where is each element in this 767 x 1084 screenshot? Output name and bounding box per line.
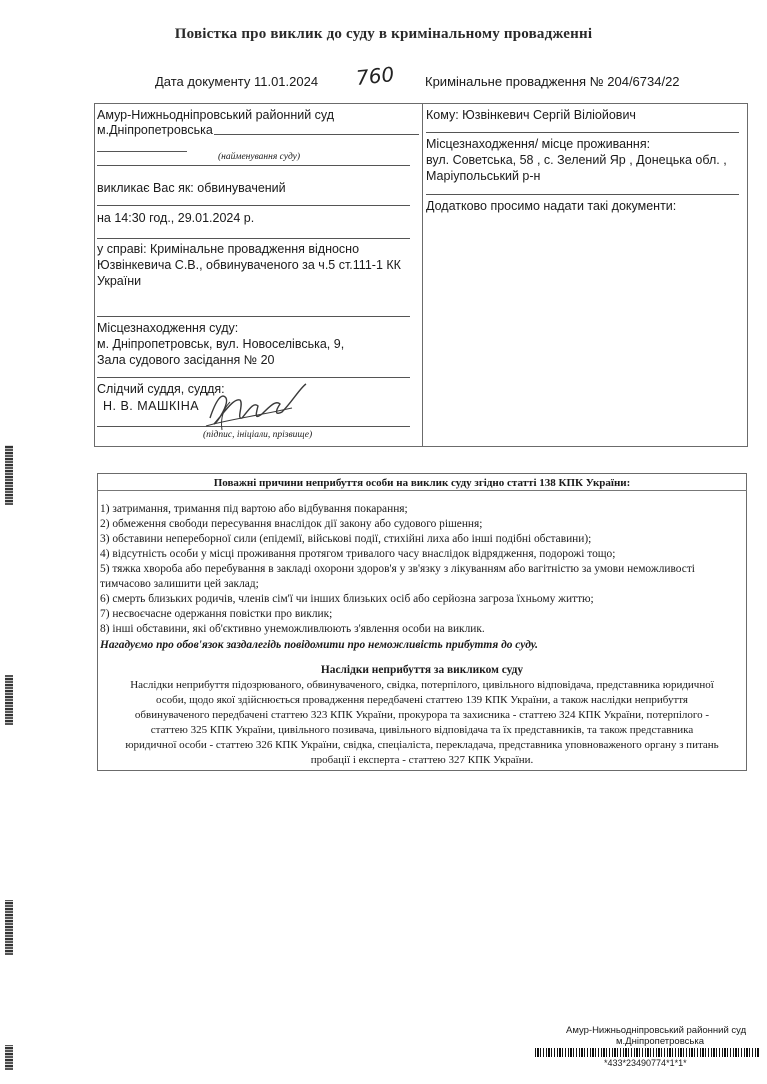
footer-court-line2: м.Дніпропетровська (616, 1036, 704, 1047)
summons-as: викликає Вас як: обвинувачений (97, 181, 286, 195)
judge-name: Н. В. МАШКІНА (103, 399, 200, 413)
court-location-label: Місцезнаходження суду: (97, 321, 239, 335)
address-line1: вул. Советська, 58 , с. Зелений Яр , Донецька обл. , (426, 153, 727, 167)
case-line3: України (97, 274, 142, 288)
appearance-time: на 14:30 год., 29.01.2024 р. (97, 211, 255, 225)
reason-item: 3) обставини непереборної сили (епідемії, військові події, стихійні лиха або інші подібні обставини); (100, 533, 592, 545)
reason-item: тимчасово залишити цей заклад; (100, 578, 259, 590)
court-name-line1: Амур-Нижньодніпровський районний суд (97, 108, 335, 122)
reason-item: 4) відсутність особи у місці проживання протягом тривалого часу внаслідок відрядження, подорожі тощо; (100, 548, 616, 560)
consequences-heading: Наслідки неприбуття за викликом суду (320, 664, 524, 676)
page-title: Повістка про виклик до суду в кримінальному провадженні (174, 26, 593, 42)
recipient-name: Кому: Юзвінкевич Сергій Віліойович (426, 108, 636, 122)
address-line2: Маріупольський р-н (426, 169, 541, 183)
handwritten-number: 760 (354, 62, 396, 90)
column-divider (422, 103, 423, 447)
barcode-text: *433*23490774*1*1* (604, 1058, 687, 1068)
reason-item: 2) обмеження свободи пересування внаслідок дії закону або судового рішення; (100, 518, 483, 530)
case-line1: у справі: Кримінальне провадження відносно (97, 242, 360, 256)
court-location-line1: м. Дніпропетровськ, вул. Новоселівська, 9, (97, 337, 345, 351)
court-location-line2: Зала судового засідання № 20 (97, 353, 275, 367)
extra-documents-label: Додатково просимо надати такі документи: (426, 199, 677, 213)
judge-label: Слідчий суддя, суддя: (97, 382, 225, 396)
court-name-line2: м.Дніпропетровська (97, 123, 213, 137)
scan-edge-marks (0, 0, 16, 1084)
reason-item: 6) смерть близьких родичів, членів сім'ї чи інших близьких осіб або серйозна загроза їхньому життю; (100, 593, 594, 605)
address-label: Місцезнаходження/ місце проживання: (426, 137, 651, 151)
barcode (535, 1048, 759, 1057)
reason-item: 7) несвоєчасне одержання повістки про виклик; (100, 608, 333, 620)
reasons-list (100, 502, 695, 637)
document-date: Дата документу 11.01.2024 (155, 74, 319, 89)
consequences-text: Наслідки неприбуття підозрюваного, обвинуваченого, свідка, потерпілого, цивільного відповідача, представника юридичної особи, щодо якої здійснюється провадження передбачені статтею 139 КПК України, а також наслідки неприбуття обвинуваченого передбачені статтею 323 КПК України, прокурора та захисника - статтею 324 КПК України, потерпілого - статтею 325 КПК України, цивільного позивача, цивільного відповідача та їх представників, та також представника юридичної особи - статтею 326 КПК України, свідка, спеціаліста, перекладача, представника уповноваженого органу з питань пробації і експерта - статтею 327 КПК України. (125, 679, 719, 766)
signature-image (196, 378, 316, 440)
judge-caption: (підпис, ініціали, прізвище) (203, 430, 313, 440)
reason-item: 8) інші обставини, які об'єктивно унеможливлюють з'явлення особи на виклик. (100, 623, 485, 635)
footer-court-line1: Амур-Нижньодніпровський районний суд (566, 1025, 747, 1036)
reminder-text: Нагадуємо про обов'язок заздалегідь повідомити про неможливість прибуття до суду. (100, 639, 538, 651)
reason-item: 1) затримання, тримання під вартою або відбування покарання; (100, 503, 408, 515)
case-line2: Юзвінкевича С.В., обвинуваченого за ч.5 ст.111-1 КК (97, 258, 401, 272)
reasons-heading: Поважні причини неприбуття особи на виклик суду згідно статті 138 КПК України: (213, 477, 631, 489)
reason-item: 5) тяжка хвороба або перебування в закладі охорони здоров'я у зв'язку з лікуванням або вагітністю за умови неможливості (100, 563, 695, 575)
court-name-caption: (найменування суду) (218, 152, 301, 162)
proceeding-number: Кримінальне провадження № 204/6734/22 (425, 74, 680, 89)
